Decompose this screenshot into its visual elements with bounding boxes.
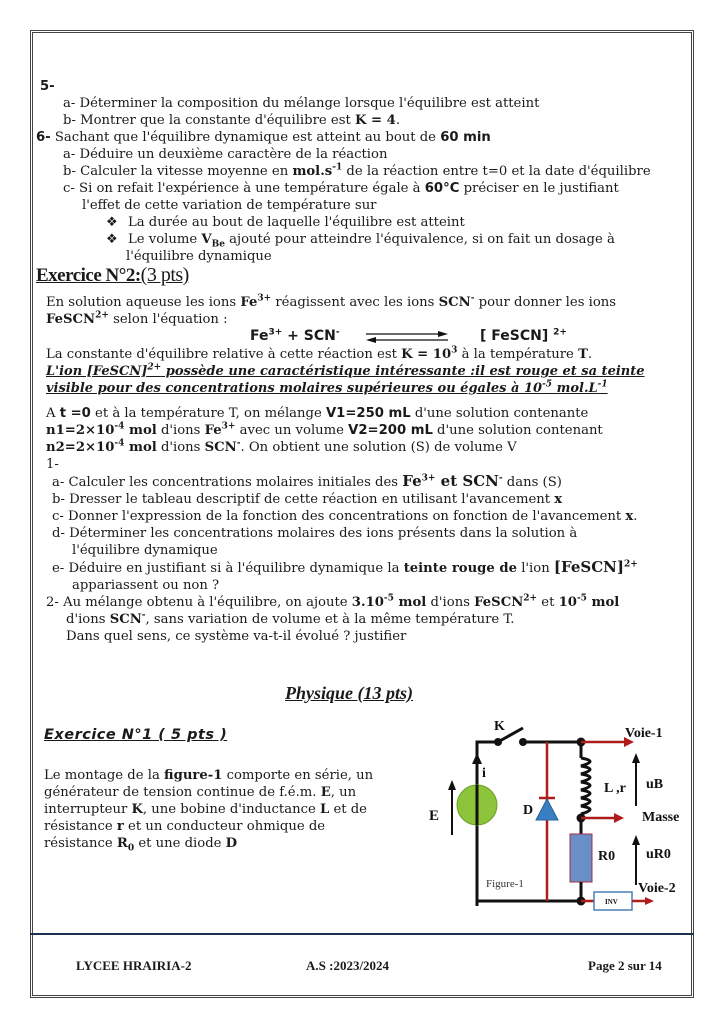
ex2-q2: [36, 594, 686, 611]
text-line: [44, 801, 404, 818]
text: d'ions: [66, 612, 110, 627]
ion: FeSCN: [46, 312, 96, 327]
n2: n2=2×10: [46, 440, 115, 455]
bullet-2-line2: l'équilibre dynamique: [126, 249, 272, 264]
ex2-q1d: [36, 525, 686, 542]
sub: Be: [211, 239, 225, 250]
title: Exercice N°2:: [36, 265, 141, 286]
coil-icon: [581, 758, 590, 814]
text: .: [633, 509, 638, 524]
ex2-q1-number: 1-: [46, 457, 59, 472]
resistor-label: R0: [598, 849, 616, 864]
text: Déterminer les concentrations molaires des ions présents dans la solution à: [69, 526, 578, 541]
figure-ref: figure-1: [164, 768, 223, 783]
text: Si on refait l'expérience à une température égale à: [79, 181, 425, 196]
sup: -1: [332, 162, 343, 173]
text: Déduire en justifiant si à l'équilibre dynamique la: [68, 561, 404, 576]
label: e-: [52, 561, 65, 576]
duration: 60 min: [440, 130, 491, 145]
symbol: D: [225, 836, 238, 851]
arrow-up-icon: [632, 835, 640, 845]
sup: -4: [114, 421, 125, 432]
physics-exercise1-title: Exercice N°1 ( 5 pts ): [44, 727, 228, 743]
q6b: [36, 163, 686, 180]
sup: 2+: [147, 362, 162, 373]
ex2-intro-l1: [36, 294, 686, 311]
figure-caption: Figure-1: [486, 878, 524, 890]
diamond-bullet-icon: ❖: [106, 232, 118, 247]
text: Dresser le tableau descriptif de cette réaction en utilisant l'avancement: [69, 492, 555, 507]
arrow-up-icon: [632, 753, 640, 763]
unit: mol: [586, 595, 620, 610]
ex2-note-l1: [36, 363, 686, 380]
text: ajouté pour atteindre l'équivalence, si on fait un dosage à: [224, 232, 615, 247]
q6c: [36, 180, 686, 197]
ur0-label: uR0: [646, 847, 671, 862]
text: visible pour des concentrations molaires supérieures ou égales à 10: [46, 381, 543, 396]
text: d'une solution contenante: [410, 406, 589, 421]
diode-icon: [536, 799, 558, 820]
sup: -: [470, 293, 475, 304]
text: , un: [330, 785, 357, 800]
inverter-label: INV: [605, 898, 618, 906]
label: a-: [52, 475, 65, 490]
label: b-: [63, 113, 76, 128]
arrow-up-icon: [448, 780, 456, 790]
text: La durée au bout de laquelle l'équilibre est atteint: [128, 215, 465, 230]
label: c-: [52, 509, 64, 524]
text: Calculer la vitesse moyenne en: [80, 164, 293, 179]
text: Calculer les concentrations molaires initiales des: [68, 475, 403, 490]
text: et à la température T, on mélange: [90, 406, 326, 421]
ex2-q1e-line2: appariassent ou non ?: [72, 578, 220, 593]
ion: Fe: [402, 472, 422, 490]
t0: t =0: [59, 406, 91, 421]
text: En solution aqueuse les ions: [46, 295, 241, 310]
text: Le montage de la: [44, 768, 165, 783]
text: .: [395, 113, 401, 128]
arrow-right-icon: [645, 897, 654, 905]
circuit-figure: [420, 710, 700, 920]
physics-title: Physique (13 pts): [285, 683, 413, 703]
unit: mol.s: [292, 164, 333, 179]
text: et: [537, 595, 559, 610]
symbol: K: [131, 802, 143, 817]
emf-label: E: [429, 808, 440, 824]
footer-year: A.S :2023/2024: [306, 958, 390, 973]
footer-page: Page 2 sur 14: [588, 958, 662, 973]
footer-divider: [30, 933, 694, 935]
reaction-equation: [36, 328, 686, 346]
x: x: [625, 509, 634, 524]
text: pour donner les ions: [474, 295, 617, 310]
sup: -: [498, 473, 503, 484]
text: .: [587, 347, 593, 362]
text: réagissent avec les ions: [271, 295, 439, 310]
text: , une bobine d'inductance: [142, 802, 320, 817]
x: x: [554, 492, 563, 507]
points: (3 pts): [140, 264, 189, 286]
sup: 3: [451, 345, 458, 356]
temperature: 60°C: [424, 181, 460, 196]
reactants: [250, 328, 340, 345]
label: b-: [52, 492, 65, 507]
symbol: R: [116, 836, 128, 851]
text: l'ion: [517, 561, 554, 576]
text: résistance: [44, 819, 117, 834]
ex2-setup-l3: [36, 439, 686, 456]
sup: 2+: [523, 593, 538, 604]
text: et un conducteur ohmique de: [123, 819, 326, 834]
ex2-q1c: [36, 508, 686, 525]
voie1-label: Voie-1: [625, 726, 663, 741]
text: avec un volume: [235, 423, 349, 438]
text: et une diode: [134, 836, 226, 851]
ion: Fe: [204, 423, 222, 438]
text: dans (S): [502, 475, 562, 490]
text: teinte rouge de: [403, 561, 517, 576]
ex2-constant: [36, 346, 686, 363]
unit: mol: [124, 423, 157, 438]
text-line: [44, 784, 404, 801]
sup: 3+: [421, 473, 436, 484]
text: Montrer que la constante d'équilibre est: [80, 113, 355, 128]
text-line: [44, 818, 404, 835]
text: Sachant que l'équilibre dynamique est atteint au bout de: [54, 130, 441, 145]
v2: V2=200 mL: [348, 423, 433, 438]
ion: Fe: [240, 295, 258, 310]
ex2-q1d-line2: l'équilibre dynamique: [72, 543, 218, 558]
sup: -5: [576, 593, 587, 604]
ex2-q1e: [36, 559, 686, 577]
coil-label: L ,r: [604, 781, 626, 796]
text: de la réaction entre t=0 et la date d'équilibre: [342, 164, 651, 179]
unit: mol: [393, 595, 427, 610]
q6c-line2: l'effet de cette variation de température sur: [82, 198, 377, 213]
ex2-q2-l3: Dans quel sens, ce système va-t-il évolué ? justifier: [66, 629, 407, 644]
footer-school: LYCEE HRAIRIA-2: [76, 958, 192, 973]
diode-label: D: [523, 803, 534, 818]
amount: 10: [558, 595, 577, 610]
q6a: [36, 146, 686, 163]
ex2-setup-l2: [36, 422, 686, 439]
text: comporte en série, un: [222, 768, 374, 783]
q6: [36, 129, 686, 146]
n1: n1=2×10: [46, 423, 115, 438]
equilibrium-arrows-icon: [366, 331, 448, 343]
unit: mol: [124, 440, 157, 455]
label: b-: [63, 164, 76, 179]
text: , sans variation de volume et à la même température T.: [145, 612, 515, 627]
ion: et SCN: [435, 472, 499, 490]
ex2-intro-l2: [36, 311, 686, 328]
ion: [FeSCN]: [553, 558, 624, 576]
q6-number: 6-: [36, 130, 51, 145]
arrow-right-icon: [614, 813, 624, 823]
q5a: [36, 95, 686, 112]
sup: -: [236, 438, 241, 449]
text: préciser en le justifiant: [459, 181, 619, 196]
ion: FeSCN: [474, 595, 524, 610]
ex2-q1a: [36, 473, 686, 491]
exercise2-title: [36, 264, 686, 286]
label: c-: [63, 181, 75, 196]
resistor-icon: [570, 834, 592, 882]
masse-label: Masse: [642, 810, 680, 825]
chemistry-content: [36, 78, 686, 645]
sup: -: [141, 610, 146, 621]
text: d'ions: [426, 595, 475, 610]
symbol: r: [116, 819, 124, 834]
bullet-1: [36, 214, 686, 231]
sub: 0: [127, 843, 135, 854]
text: L'ion [FeSCN]: [46, 364, 148, 379]
temp: T: [578, 347, 588, 362]
ion: SCN: [109, 612, 142, 627]
sup: -5: [542, 379, 553, 390]
product: [480, 328, 567, 345]
bullet-2: [36, 231, 686, 248]
ex2-note-l2: [36, 380, 686, 397]
k-value: K = 10: [401, 347, 452, 362]
label: a-: [63, 147, 76, 162]
sup: 2+: [553, 327, 567, 338]
text: Déterminer la composition du mélange lorsque l'équilibre est atteint: [79, 96, 540, 111]
text: générateur de tension continue de f.é.m.: [44, 785, 321, 800]
voie2-label: Voie-2: [638, 881, 676, 896]
text: à la température: [457, 347, 579, 362]
text: interrupteur: [44, 802, 132, 817]
symbol: E: [320, 785, 331, 800]
ex2-setup-l1: [36, 405, 686, 422]
sup: 3+: [257, 293, 272, 304]
text: résistance: [44, 836, 117, 851]
physics-exercise1-text: [44, 767, 404, 852]
ub-label: uB: [646, 777, 664, 792]
k-value: K = 4: [354, 113, 396, 128]
text: possède une caractéristique intéressante :il est rouge et sa teinte: [161, 364, 645, 379]
q5-number: 5-: [40, 79, 55, 94]
amount: 3.10: [351, 595, 384, 610]
volume: V: [201, 232, 212, 247]
text: Déduire un deuxième caractère de la réaction: [79, 147, 388, 162]
label: a-: [63, 96, 76, 111]
fe: Fe: [250, 328, 269, 344]
sup: 3+: [221, 421, 236, 432]
v1: V1=250 mL: [325, 406, 411, 421]
label: d-: [52, 526, 65, 541]
ion: SCN: [438, 295, 471, 310]
text: A: [46, 406, 60, 421]
sup: -: [335, 327, 340, 338]
text: et de: [329, 802, 367, 817]
sup: -4: [114, 438, 125, 449]
sup: -5: [383, 593, 394, 604]
text: . On obtient une solution (S) de volume V: [240, 440, 517, 455]
scn: + SCN: [282, 328, 336, 344]
text: mol.L: [552, 381, 598, 396]
sup: -1: [597, 379, 608, 390]
current-label: i: [482, 766, 486, 781]
text: Le volume: [128, 232, 202, 247]
sup: 2+: [95, 310, 109, 321]
text: Donner l'expression de la fonction des concentrations on fonction de l'avancement: [68, 509, 626, 524]
text: La constante d'équilibre relative à cette réaction est: [46, 347, 402, 362]
ex2-q1b: [36, 491, 686, 508]
sup: 2+: [623, 559, 638, 570]
text-line: [44, 835, 404, 852]
label: 2-: [46, 595, 59, 610]
text: selon l'équation :: [108, 312, 228, 327]
text-line: [44, 767, 404, 784]
q5b: [36, 112, 686, 129]
sup: 3+: [268, 327, 283, 338]
fescn: [ FeSCN]: [480, 328, 554, 344]
switch-label: K: [494, 719, 505, 734]
ion: SCN: [204, 440, 237, 455]
text: d'une solution contenant: [432, 423, 603, 438]
text: d'ions: [156, 440, 205, 455]
current-arrow-icon: [472, 753, 482, 764]
text: Au mélange obtenu à l'équilibre, on ajoute: [63, 595, 352, 610]
diamond-bullet-icon: ❖: [106, 215, 118, 230]
ex2-q2-l2: [36, 611, 686, 628]
text: d'ions: [156, 423, 205, 438]
symbol: L: [319, 802, 330, 817]
